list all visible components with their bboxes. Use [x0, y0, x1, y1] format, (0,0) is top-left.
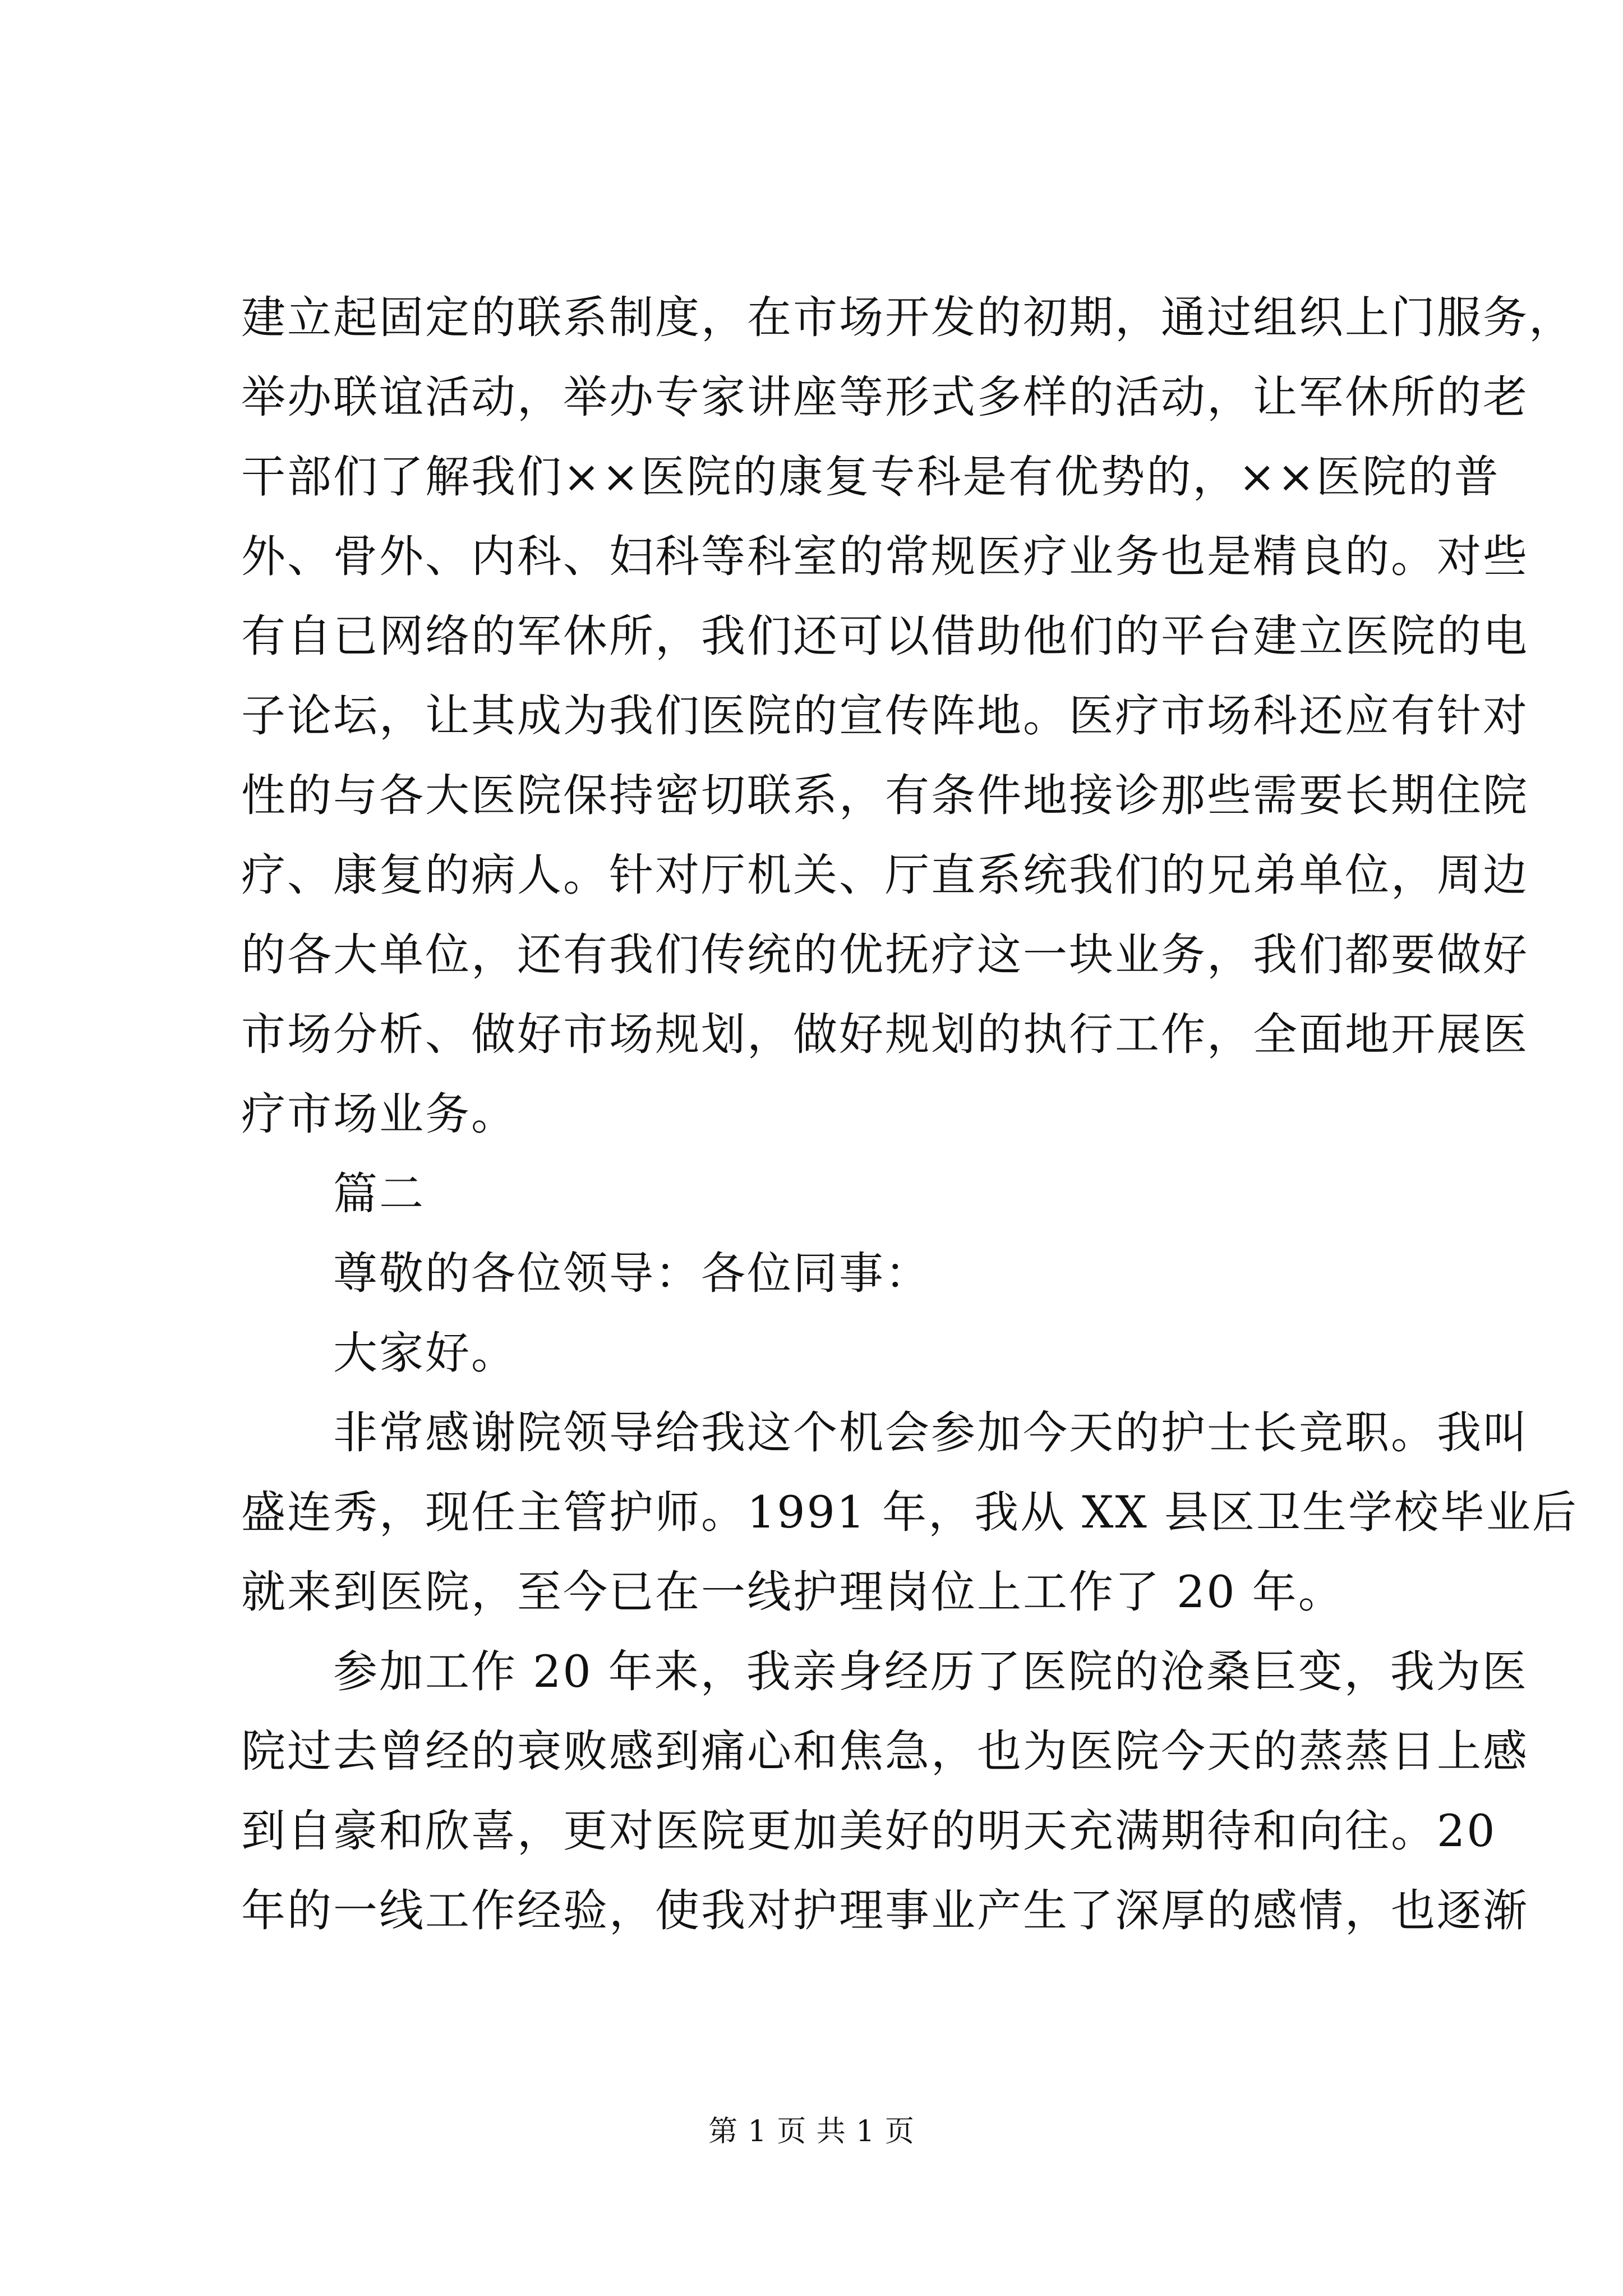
text-line: 就来到医院，至今已在一线护理岗位上工作了 20 年。 [241, 1566, 1344, 1618]
text-line: 干部们了解我们××医院的康复专科是有优势的，××医院的普 [241, 451, 1500, 503]
section-heading: 篇二 [333, 1168, 425, 1220]
text-line: 市场分析、做好市场规划，做好规划的执行工作，全面地开展医 [241, 1009, 1529, 1060]
text-line: 性的与各大医院保持密切联系，有条件地接诊那些需要长期住院 [241, 770, 1529, 821]
greeting: 大家好。 [333, 1327, 517, 1379]
text-line: 子论坛，让其成为我们医院的宣传阵地。医疗市场科还应有针对 [241, 690, 1529, 742]
text-line: 建立起固定的联系制度，在市场开发的初期，通过组织上门服务， [241, 292, 1575, 343]
paragraph-start-line: 参加工作 20 年来，我亲身经历了医院的沧桑巨变，我为医 [333, 1646, 1528, 1697]
text-line: 疗市场业务。 [241, 1088, 517, 1140]
text-line: 盛连秀，现任主管护师。1991 年，我从 XX 县区卫生学校毕业后 [241, 1487, 1578, 1538]
text-line: 疗、康复的病人。针对厅机关、厅直系统我们的兄弟单位，周边 [241, 849, 1529, 901]
document-body [241, 278, 1578, 1950]
page-footer [0, 2112, 1623, 2151]
paragraph-start-line: 非常感谢院领导给我这个机会参加今天的护士长竞职。我叫 [333, 1407, 1529, 1458]
text-line: 到自豪和欣喜，更对医院更加美好的明天充满期待和向往。20 [241, 1805, 1497, 1857]
text-line: 有自已网络的军休所，我们还可以借助他们的平台建立医院的电 [241, 610, 1529, 662]
salutation: 尊敬的各位领导：各位同事： [333, 1248, 931, 1299]
text-line: 外、骨外、内科、妇科等科室的常规医疗业务也是精良的。对些 [241, 531, 1529, 582]
text-line: 举办联谊活动，举办专家讲座等形式多样的活动，让军休所的老 [241, 371, 1529, 423]
text-line: 院过去曾经的衰败感到痛心和焦急，也为医院今天的蒸蒸日上感 [241, 1726, 1529, 1777]
page-number: 第 1 页 共 1 页 [708, 2115, 915, 2148]
text-line: 年的一线工作经验，使我对护理事业产生了深厚的感情，也逐渐 [241, 1885, 1529, 1936]
text-line: 的各大单位，还有我们传统的优抚疗这一块业务，我们都要做好 [241, 929, 1529, 981]
